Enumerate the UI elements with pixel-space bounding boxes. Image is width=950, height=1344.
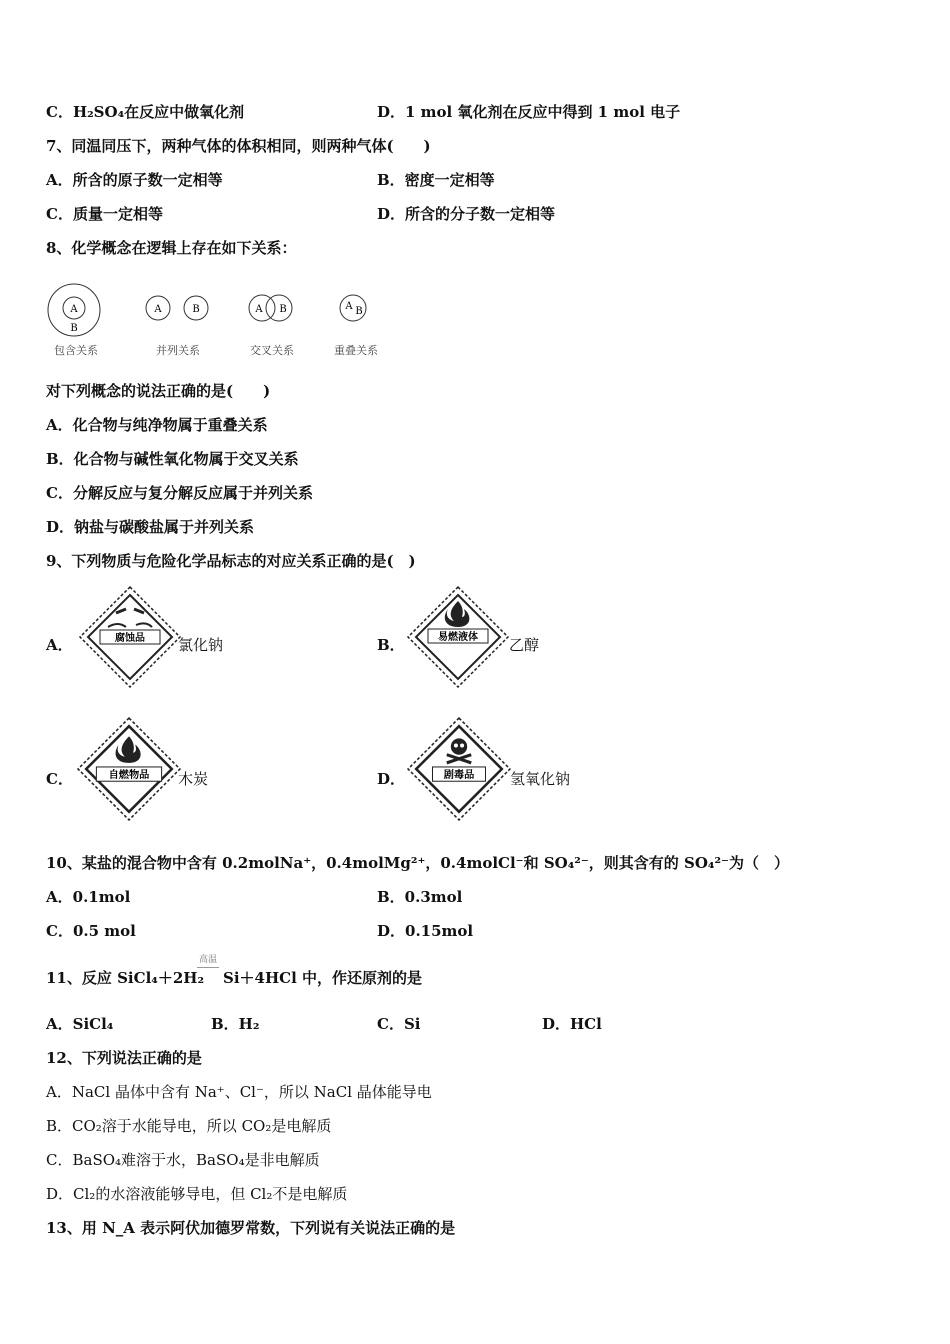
- q12-stem: 12、下列说法正确的是: [46, 1049, 202, 1067]
- q9-option-c-letter: C．: [46, 770, 73, 788]
- q10-option-a: A．0.1mol: [46, 888, 131, 906]
- venn-relations-diagram: [40, 282, 400, 362]
- q8-stem: 8、化学概念在逻辑上存在如下关系：: [46, 239, 297, 257]
- intersection-letter-b: B: [279, 304, 287, 315]
- q12-option-a: A．NaCl 晶体中含有 Na⁺、Cl⁻，所以 NaCl 晶体能导电: [46, 1083, 432, 1101]
- q8-substem: 对下列概念的说法正确的是( ): [46, 382, 271, 400]
- q11-option-b: B．H₂: [211, 1015, 260, 1033]
- inclusion-letter-a: A: [70, 304, 78, 315]
- q10-stem: 10、某盐的混合物中含有 0.2molNa⁺，0.4molMg²⁺，0.4molCl⁻和 SO₄²⁻，则其含有的 SO₄²⁻为（ ）: [46, 854, 789, 872]
- q9-option-d-substance: 氢氧化钠: [510, 770, 571, 788]
- q11-option-c: C．Si: [377, 1015, 421, 1033]
- toxic-sign-label: 剧毒品: [443, 769, 475, 782]
- label-overlap: 重叠关系: [334, 344, 378, 357]
- q10-option-d: D．0.15mol: [377, 922, 474, 940]
- flammable-liquid-sign-label: 易燃液体: [438, 632, 478, 643]
- q7-option-b: B．密度一定相等: [377, 171, 495, 189]
- corrosive-sign-icon: [78, 585, 182, 689]
- q8-option-c: C．分解反应与复分解反应属于并列关系: [46, 484, 313, 502]
- q12-option-c: C．BaSO₄难溶于水，BaSO₄是非电解质: [46, 1151, 320, 1169]
- toxic-sign-icon: [406, 716, 512, 822]
- parallel-letter-b: B: [192, 304, 200, 315]
- label-parallel: 并列关系: [156, 344, 200, 357]
- corrosive-sign-label: 腐蚀品: [115, 633, 145, 644]
- q9-stem: 9、下列物质与危险化学品标志的对应关系正确的是( ): [46, 552, 416, 570]
- intersection-letter-a: A: [255, 304, 263, 315]
- q9-option-a-letter: A．: [46, 636, 73, 654]
- q9-option-d-letter: D．: [377, 770, 406, 788]
- q11-option-d: D．HCl: [542, 1015, 602, 1033]
- spontaneous-combustion-sign-label: 自燃物品: [108, 769, 150, 782]
- spontaneous-combustion-sign-icon: [76, 716, 182, 822]
- q13-stem: 13、用 N_A 表示阿伏加德罗常数，下列说有关说法正确的是: [46, 1219, 456, 1237]
- q8-option-a: A．化合物与纯净物属于重叠关系: [46, 416, 268, 434]
- q9-option-b-substance: 乙醇: [509, 636, 540, 654]
- overlap-letter-b: B: [355, 306, 363, 317]
- q10-option-b: B．0.3mol: [377, 888, 463, 906]
- flammable-liquid-sign-icon: [406, 585, 510, 689]
- q11-reaction-arrow: [197, 967, 219, 968]
- q9-option-a-substance: 氯化钠: [178, 636, 224, 654]
- parallel-letter-a: A: [154, 304, 162, 315]
- label-inclusion: 包含关系: [54, 344, 98, 357]
- q12-option-d: D．Cl₂的水溶液能够导电，但 Cl₂不是电解质: [46, 1185, 348, 1203]
- q8-option-b: B．化合物与碱性氧化物属于交叉关系: [46, 450, 299, 468]
- inclusion-letter-b: B: [70, 323, 78, 334]
- label-intersection: 交叉关系: [250, 344, 294, 357]
- q9-option-b-letter: B．: [377, 636, 405, 654]
- q11-reaction-condition: 高温: [198, 955, 217, 965]
- q12-option-b: B．CO₂溶于水能导电，所以 CO₂是电解质: [46, 1117, 332, 1135]
- q6-option-d: D．1 mol 氧化剂在反应中得到 1 mol 电子: [377, 103, 681, 121]
- q7-stem: 7、同温同压下，两种气体的体积相同，则两种气体( ): [46, 137, 431, 155]
- q7-option-a: A．所含的原子数一定相等: [46, 171, 223, 189]
- q7-option-d: D．所含的分子数一定相等: [377, 205, 556, 223]
- q11-option-a: A．SiCl₄: [46, 1015, 114, 1033]
- q8-option-d: D．钠盐与碳酸盐属于并列关系: [46, 518, 255, 536]
- q10-option-c: C．0.5 mol: [46, 922, 136, 940]
- q11-stem-pre: 11、反应 SiCl₄＋2H₂: [46, 969, 205, 987]
- overlap-letter-a: A: [345, 301, 353, 312]
- q9-option-c-substance: 木炭: [178, 770, 209, 788]
- q6-option-c: C．H₂SO₄在反应中做氧化剂: [46, 103, 245, 121]
- q11-stem-post: Si＋4HCl 中，作还原剂的是: [223, 969, 422, 987]
- q7-option-c: C．质量一定相等: [46, 205, 163, 223]
